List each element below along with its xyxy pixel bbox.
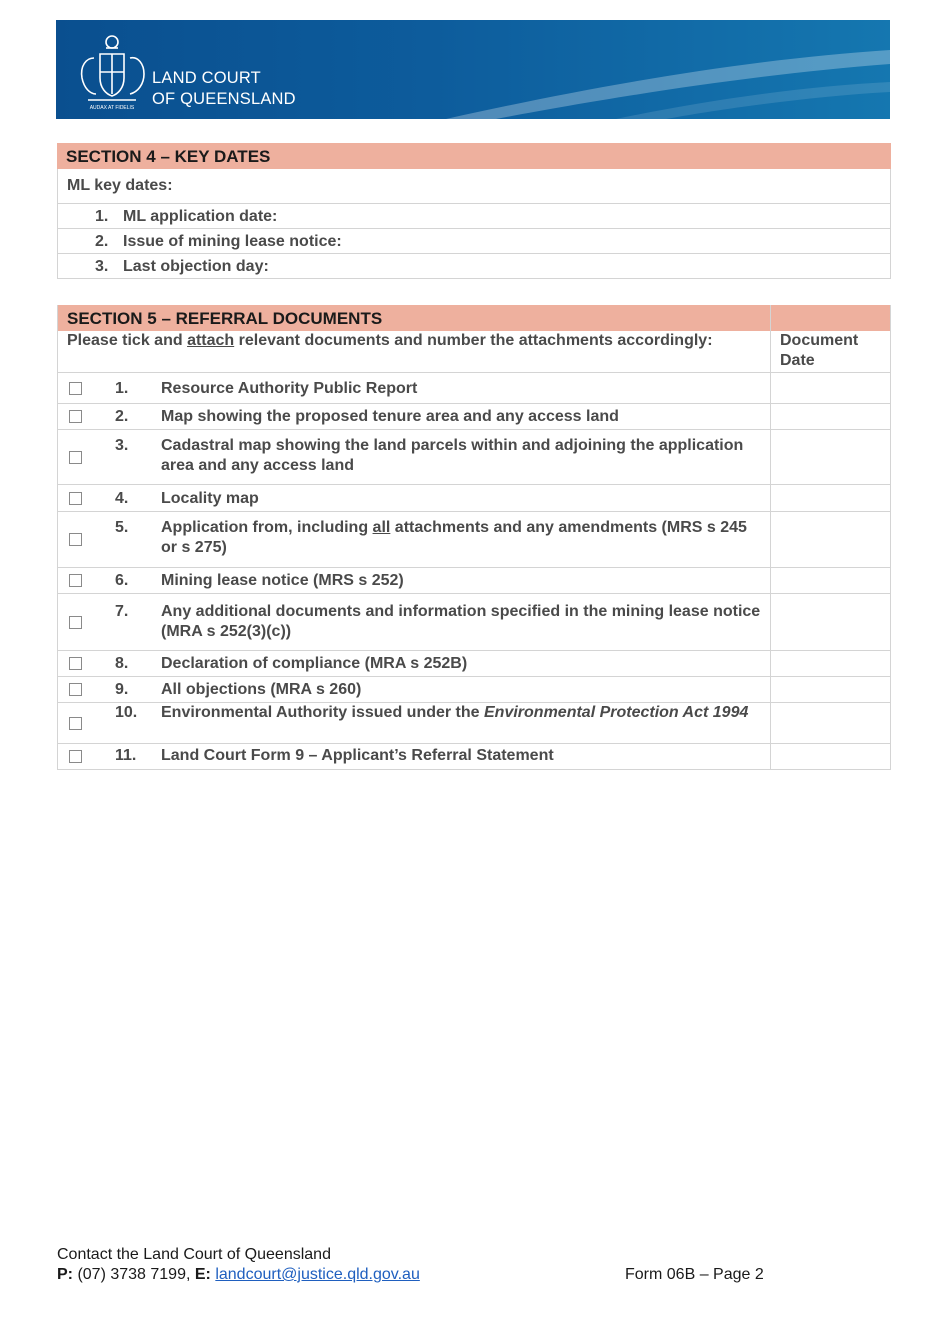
- documents-header-row: [57, 305, 891, 373]
- document-description: Cadastral map showing the land parcels within and adjoining the application area and any access land: [161, 437, 744, 474]
- document-checkbox[interactable]: [69, 616, 82, 629]
- all-emphasis: all: [372, 519, 391, 536]
- document-date-field[interactable]: [770, 703, 771, 743]
- key-date-number: 2.: [95, 233, 109, 250]
- document-checkbox[interactable]: [69, 382, 82, 395]
- document-row: [57, 373, 891, 404]
- document-number: 8.: [115, 655, 129, 672]
- key-date-number: 1.: [95, 208, 109, 225]
- document-checkbox[interactable]: [69, 410, 82, 423]
- document-checkbox[interactable]: [69, 574, 82, 587]
- document-date-column-header: Document Date: [770, 305, 892, 372]
- document-number: 4.: [115, 490, 129, 507]
- document-number: 10.: [115, 704, 138, 721]
- document-description: Any additional documents and information specified in the mining lease notice (MRA s 252(3)(c)): [161, 603, 761, 640]
- ml-key-dates-label: ML key dates:: [57, 169, 891, 204]
- document-date-field[interactable]: [770, 404, 771, 429]
- document-number: 3.: [115, 437, 129, 454]
- footer-phone: (07) 3738 7199,: [73, 1266, 195, 1283]
- document-date-field[interactable]: [770, 430, 771, 484]
- footer-contact-heading: Contact the Land Court of Queensland: [57, 1246, 331, 1263]
- document-date-field[interactable]: [770, 677, 771, 702]
- document-row: [57, 485, 891, 512]
- document-description: Declaration of compliance (MRA s 252B): [161, 655, 468, 672]
- document-description: Mining lease notice (MRS s 252): [161, 572, 404, 589]
- key-date-label: Issue of mining lease notice:: [123, 233, 342, 250]
- key-date-label: ML application date:: [123, 208, 278, 225]
- section-5-referral-documents: [57, 305, 891, 770]
- document-date-field[interactable]: [770, 744, 771, 769]
- section-4-key-dates: [57, 143, 891, 279]
- documents-instructions: Please tick and attach relevant documents and number the attachments accordingly:: [67, 332, 713, 349]
- key-date-row[interactable]: [57, 229, 891, 254]
- document-description: Application from, including all attachments and any amendments (MRS s 245 or s 275): [161, 519, 747, 556]
- document-date-field[interactable]: [770, 512, 771, 567]
- document-description: Locality map: [161, 490, 259, 507]
- document-number: 9.: [115, 681, 129, 698]
- document-date-field[interactable]: [770, 373, 771, 403]
- document-checkbox[interactable]: [69, 492, 82, 505]
- document-row: [57, 512, 891, 568]
- key-date-row[interactable]: [57, 254, 891, 279]
- footer-email-link[interactable]: landcourt@justice.qld.gov.au: [215, 1266, 420, 1283]
- document-number: 11.: [115, 747, 137, 764]
- document-row: [57, 594, 891, 651]
- key-date-row[interactable]: [57, 204, 891, 229]
- document-number: 7.: [115, 603, 129, 620]
- document-row: [57, 677, 891, 703]
- document-checkbox[interactable]: [69, 683, 82, 696]
- footer-contact: [57, 1245, 420, 1285]
- document-row: [57, 430, 891, 485]
- queensland-crest-icon: [72, 28, 152, 112]
- document-checkbox[interactable]: [69, 657, 82, 670]
- svg-text:AUDAX AT FIDELIS: AUDAX AT FIDELIS: [89, 105, 135, 111]
- document-description: Environmental Authority issued under the Environmental Protection Act 1994: [161, 704, 749, 721]
- document-row: [57, 568, 891, 594]
- act-title: Environmental Protection Act 1994: [484, 704, 749, 721]
- header-banner: [56, 20, 890, 119]
- document-number: 2.: [115, 408, 129, 425]
- document-description: Map showing the proposed tenure area and any access land: [161, 408, 619, 425]
- document-row: [57, 651, 891, 677]
- page-number: Form 06B – Page 2: [625, 1266, 764, 1283]
- document-number: 1.: [115, 380, 129, 397]
- attach-emphasis: attach: [187, 332, 235, 349]
- document-date-field[interactable]: [770, 594, 771, 650]
- document-date-field[interactable]: [770, 568, 771, 593]
- document-date-field[interactable]: [770, 651, 771, 676]
- document-row: [57, 744, 891, 770]
- document-row: [57, 404, 891, 430]
- key-date-label: Last objection day:: [123, 258, 269, 275]
- document-description: Resource Authority Public Report: [161, 380, 418, 397]
- section-5-title: SECTION 5 – REFERRAL DOCUMENTS: [58, 305, 890, 331]
- document-row: [57, 703, 891, 744]
- section-4-title: SECTION 4 – KEY DATES: [57, 143, 891, 169]
- key-date-number: 3.: [95, 258, 109, 275]
- brand-name: [152, 68, 296, 110]
- document-description: Land Court Form 9 – Applicant’s Referral Statement: [161, 747, 554, 764]
- document-checkbox[interactable]: [69, 750, 82, 763]
- document-checkbox[interactable]: [69, 533, 82, 546]
- document-date-field[interactable]: [770, 485, 771, 511]
- brand-line-2: OF QUEENSLAND: [152, 90, 296, 108]
- document-number: 6.: [115, 572, 129, 589]
- document-number: 5.: [115, 519, 129, 536]
- document-checkbox[interactable]: [69, 717, 82, 730]
- brand-line-1: LAND COURT: [152, 69, 261, 87]
- document-description: All objections (MRA s 260): [161, 681, 362, 698]
- footer-contact-details: P: (07) 3738 7199, E: landcourt@justice.qld.gov.au: [57, 1266, 420, 1283]
- document-checkbox[interactable]: [69, 451, 82, 464]
